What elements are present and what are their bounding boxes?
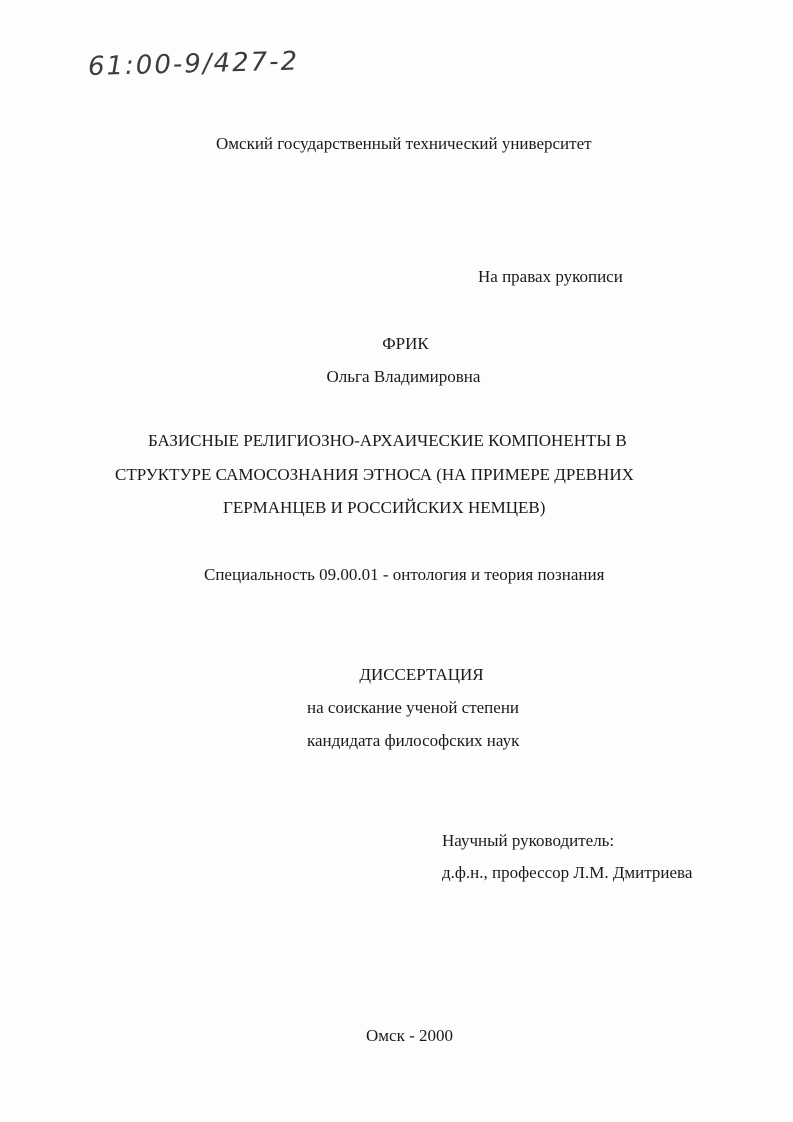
city-year: Омск - 2000 [365,1026,453,1045]
work-type: ДИССЕРТАЦИЯ [359,665,484,684]
manuscript-note: На правах рукописи [478,267,623,286]
archive-mark: 61:00-9/427-2 [87,46,300,82]
degree-line: кандидата философских наук [307,731,520,750]
author-given-names: Ольга Владимировна [326,367,481,386]
title-line: ГЕРМАНЦЕВ И РОССИЙСКИХ НЕМЦЕВ) [223,498,546,517]
author-surname: ФРИК [382,334,429,353]
title-line: СТРУКТУРЕ САМОСОЗНАНИЯ ЭТНОСА (НА ПРИМЕРЕ ДРЕВНИХ [115,465,634,484]
specialty: Специальность 09.00.01 - онтология и теория познания [204,565,605,584]
title-line: БАЗИСНЫЕ РЕЛИГИОЗНО-АРХАИЧЕСКИЕ КОМПОНЕНТЫ В [148,431,627,450]
university-name: Омский государственный технический университет [216,134,592,153]
degree-line: на соискание ученой степени [307,698,520,717]
supervisor-name: д.ф.н., профессор Л.М. Дмитриева [442,863,693,882]
supervisor-label: Научный руководитель: [442,831,615,850]
